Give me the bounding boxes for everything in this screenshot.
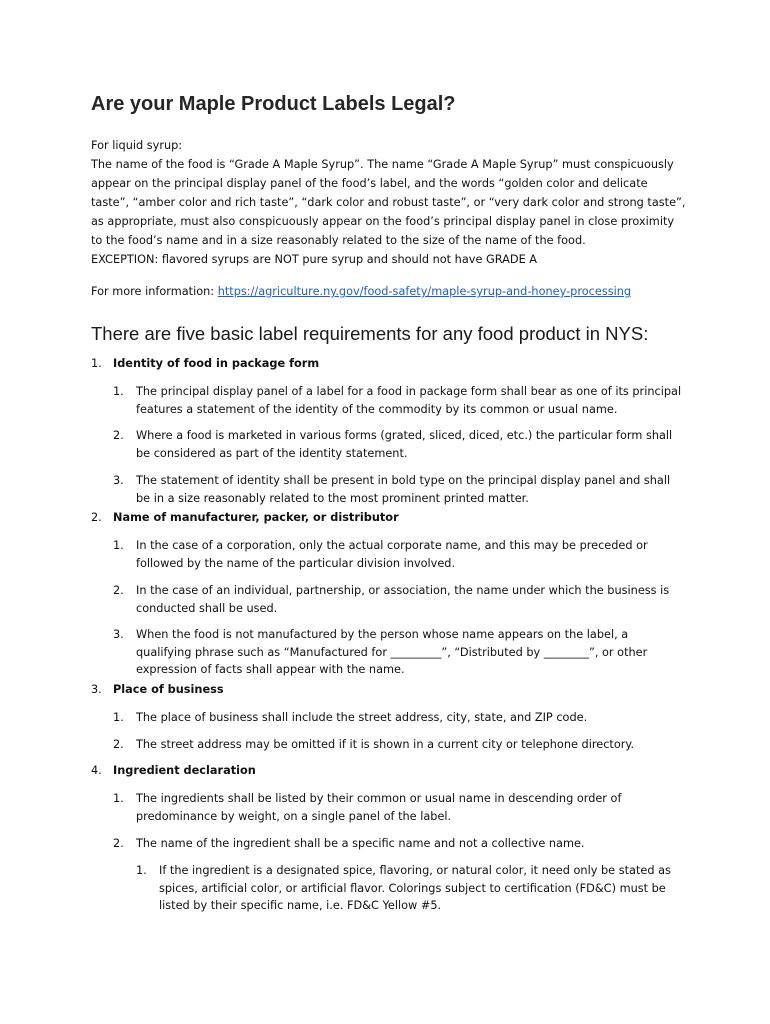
intro-line: The name of the food is “Grade A Maple Syrup”. The name “Grade A Maple Syrup” must conspicuously [91,158,674,171]
intro-line: For liquid syrup: [91,139,183,152]
list-item [113,582,673,617]
item-line: be considered as part of the identity statement. [136,446,408,460]
item-line: Where a food is marketed in various forms (grated, sliced, diced, etc.) the particular form shall [136,429,673,442]
list-item [113,835,673,853]
section-heading [91,764,256,777]
item-number: 3. [113,474,124,487]
item-line: The name of the ingredient shall be a specific name and not a collective name. [136,837,585,850]
item-line: features a statement of the identity of the commodity by its common or usual name. [136,402,618,416]
intro-line: as appropriate, must also conspicuously appear on the food’s principal display panel in close proximity [91,215,675,228]
section-number: 4. [91,764,102,777]
item-line: followed by the name of the particular division involved. [136,556,456,570]
item-number: 2. [113,429,124,442]
more-info-link[interactable]: https://agriculture.ny.gov/food-safety/maple-syrup-and-honey-processing [217,285,632,298]
section-title: Name of manufacturer, packer, or distributor [113,511,399,524]
item-number: 1. [113,711,124,724]
item-line: When the food is not manufactured by the person whose name appears on the label, a [136,628,629,641]
list-item [113,472,673,507]
item-line: In the case of an individual, partnership, or association, the name under which the business is [136,584,670,597]
list-item [113,790,673,825]
list-item [113,736,673,754]
list-item [113,709,673,727]
more-info [91,285,631,298]
item-line: The statement of identity shall be present in bold type on the principal display panel and shall [136,474,671,487]
section-number: 3. [91,683,102,696]
item-number: 2. [113,584,124,597]
list-item [113,626,673,679]
item-number: 1. [113,539,124,552]
section-title: Ingredient declaration [113,764,256,777]
item-line: The street address may be omitted if it is shown in a current city or telephone directory. [136,738,635,751]
item-number: 3. [113,628,124,641]
item-line: qualifying phrase such as “Manufactured for _________”, “Distributed by ________”, or other [136,645,648,659]
section-number: 2. [91,511,102,524]
item-line: The ingredients shall be listed by their common or usual name in descending order of [136,792,622,805]
section-heading [91,357,319,370]
item-number: 2. [113,738,124,751]
section-title: Identity of food in package form [113,357,320,370]
more-info-label: For more information: [91,285,218,298]
list-item [113,427,673,462]
section-number: 1. [91,357,102,370]
item-line: listed by their specific name, i.e. FD&C Yellow #5. [159,899,442,912]
item-number: 1. [113,385,124,398]
item-line: The principal display panel of a label for a food in package form shall bear as one of its principal [136,385,682,398]
nested-list-item [136,862,676,915]
section-heading [91,511,399,524]
intro-line: appear on the principal display panel of the food’s label, and the words “golden color and delicate [91,177,648,190]
item-number: 2. [113,837,124,850]
item-number: 1. [113,792,124,805]
list-item [113,537,673,572]
item-line: predominance by weight, on a single panel of the label. [136,809,452,823]
item-line: spices, artificial color, or artificial flavor. Colorings subject to certification (FD&C) must be [159,881,666,895]
item-line: If the ingredient is a designated spice, flavoring, or natural color, it need only be stated as [159,864,671,877]
intro-paragraph [91,136,691,269]
item-line: The place of business shall include the street address, city, state, and ZIP code. [136,711,588,724]
intro-line: taste”, “amber color and rich taste”, “dark color and robust taste”, or “very dark color and strong taste”, [91,196,686,209]
section-heading [91,683,224,696]
item-line: In the case of a corporation, only the actual corporate name, and this may be preceded or [136,539,648,552]
section-subtitle: There are five basic label requirements for any food product in NYS: [91,323,649,344]
intro-line: EXCEPTION: flavored syrups are NOT pure syrup and should not have GRADE A [91,253,538,266]
item-line: expression of facts shall appear with the name. [136,663,405,676]
item-line: be in a size reasonably related to the most prominent printed matter. [136,491,529,505]
item-line: conducted shall be used. [136,601,278,615]
page-title: Are your Maple Product Labels Legal? [91,93,456,115]
intro-line: to the food’s name and in a size reasonably related to the size of the name of the food. [91,234,586,247]
item-number: 1. [136,864,147,877]
list-item [113,383,682,418]
section-title: Place of business [113,683,224,696]
